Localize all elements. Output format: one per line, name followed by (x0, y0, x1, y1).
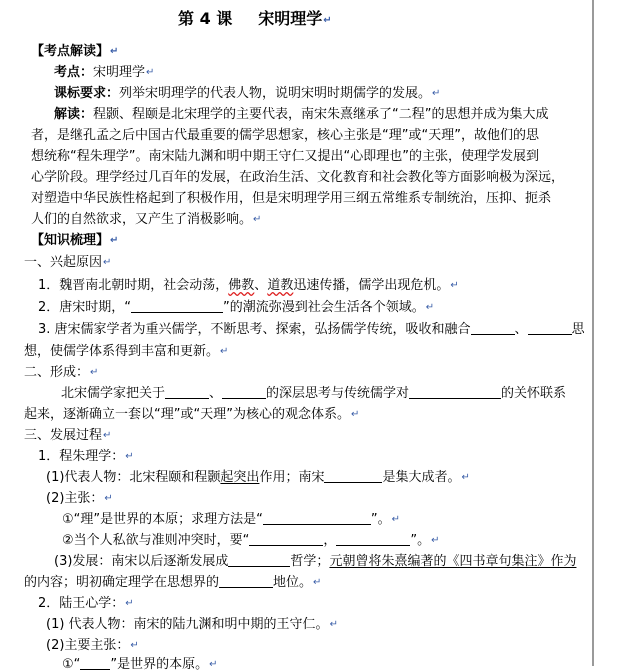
underlined-text: 起突出 (220, 470, 260, 485)
section-1-item-3-cont (24, 343, 228, 361)
answer-blank[interactable] (228, 553, 290, 567)
section-2-title-text: 二、形成： (24, 365, 90, 380)
item-text: (2)主要主张： (46, 638, 130, 653)
paragraph-mark-icon: ↵ (130, 640, 139, 651)
kaodian-read-line-6 (31, 211, 261, 229)
kaodian-read-line-3: 想统称“程朱理学”。南宋陆九渊和明中期王守仁又提出“心即理也”的主张，使理学发展到 (31, 149, 539, 164)
zhishi-heading (31, 232, 118, 250)
section-3-title-text: 三、发展过程 (24, 428, 103, 443)
zhishi-heading-text: 【知识梳理】 (31, 233, 110, 248)
item-text: ①“理”是世界的本原；求理方法是“ (62, 512, 263, 527)
item-text: ②当个人私欲与准则冲突时，要“ (62, 533, 250, 548)
answer-blank[interactable] (249, 532, 323, 546)
answer-blank[interactable] (131, 299, 223, 313)
spellcheck-word: 道教 (267, 278, 294, 293)
item-text: 2．唐宋时期，“ (38, 300, 132, 315)
subsection-2-title-text: 2．陆王心学： (38, 596, 125, 611)
item-text: 3. 唐宋儒家学者为重兴儒学，不断思考、探索，弘扬儒学传统，吸收和融合 (38, 322, 471, 337)
item-text: 作用；南宋 (259, 470, 325, 485)
section-3-title (24, 427, 111, 445)
section-1-item-1 (38, 277, 459, 295)
answer-blank[interactable] (263, 511, 371, 525)
requirement-text: 列举宋明理学的代表人物，说明宋明时期儒学的发展。 (119, 86, 432, 101)
point-text: 宋明理学 (93, 65, 146, 80)
paragraph-mark-icon: ↵ (431, 535, 440, 546)
answer-blank[interactable] (222, 385, 266, 399)
answer-blank[interactable] (471, 321, 515, 335)
paragraph-mark-icon: ↵ (103, 430, 112, 441)
paragraph-mark-icon: ↵ (125, 451, 134, 462)
kaodian-heading-text: 【考点解读】 (31, 44, 110, 59)
page-title (178, 8, 332, 32)
paragraph-mark-icon: ↵ (110, 46, 119, 57)
page-edge-bar (592, 0, 594, 666)
subsection-1-point-2a (62, 511, 400, 529)
item-text: (3)发展：南宋以后逐渐发展成 (54, 554, 229, 569)
section-1-title-text: 一、兴起原因 (24, 255, 103, 270)
kaodian-read-line-2: 者，是继孔孟之后中国古代最重要的儒学思想家，核心主张是“理”或“天理”，故他们的思 (31, 128, 539, 143)
requirement-label: 课标要求： (54, 86, 120, 101)
item-text: 思 (571, 322, 585, 337)
paragraph-mark-icon: ↵ (425, 302, 435, 313)
subsection-1-point-3 (54, 553, 576, 571)
paragraph-mark-icon: ↵ (125, 598, 134, 609)
item-text: 北宋儒学家把关于 (61, 386, 166, 401)
paragraph-mark-icon: ↵ (253, 214, 262, 225)
item-text: ， (323, 533, 337, 548)
item-text: 想，使儒学体系得到丰富和更新。 (24, 344, 220, 359)
answer-blank[interactable] (336, 532, 410, 546)
spellcheck-word: 佛教 (228, 278, 255, 293)
answer-blank[interactable] (409, 385, 501, 399)
kaodian-read-line-4: 心学阶段。理学经过几百年的发展，在政治生活、文化教育和社会教化等方面影响极为深远， (31, 170, 565, 185)
item-text: 是集大成者。 (382, 470, 461, 485)
answer-blank[interactable] (80, 656, 110, 670)
section-1-item-2 (38, 299, 434, 317)
paragraph-mark-icon: ↵ (220, 346, 229, 357)
paragraph-mark-icon: ↵ (461, 472, 470, 483)
answer-blank[interactable] (528, 321, 572, 335)
subsection-1-point-1 (46, 469, 470, 487)
paragraph-mark-icon: ↵ (313, 577, 322, 588)
section-1-title (24, 254, 111, 272)
item-text: ”。 (370, 512, 391, 527)
underlined-text: 元朝曾将朱熹编著的《四书章句集注》作为 (329, 554, 577, 569)
paragraph-mark-icon: ↵ (209, 659, 218, 670)
paragraph-mark-icon: ↵ (329, 619, 338, 630)
item-text: 迅速传播，儒学出现危机。 (293, 278, 450, 293)
subsection-1-point-2 (46, 490, 113, 508)
kaodian-heading (31, 43, 118, 61)
paragraph-mark-icon: ↵ (90, 367, 99, 378)
kaodian-read-line-5: 对塑造中华民族性格起到了积极作用，但是宋明理学用三纲五常维系专制统治，压抑、扼杀 (31, 191, 552, 206)
item-text: (1) 代表人物：南宋的陆九渊和明中期的王守仁。 (46, 617, 329, 632)
paragraph-mark-icon: ↵ (391, 514, 400, 525)
section-1-item-3 (38, 321, 585, 339)
paragraph-mark-icon: ↵ (146, 67, 155, 78)
point-label: 考点： (54, 65, 94, 80)
item-text: ”是世界的本原。 (110, 657, 209, 672)
subsection-2-point-2a (62, 656, 218, 672)
item-text: 起来，逐渐确立一套以“理”或“天理”为核心的观念体系。 (24, 407, 350, 422)
kaodian-read-line-1 (54, 106, 549, 124)
item-text: 的内容；明初确定理学在思想界的 (24, 575, 220, 590)
item-text: 哲学； (290, 554, 330, 569)
item-text: 1．魏晋南北朝时期，社会动荡， (38, 278, 229, 293)
paragraph-mark-icon: ↵ (450, 280, 459, 291)
lesson-name: 宋明理学 (258, 9, 323, 28)
subsection-2-title (38, 595, 134, 613)
item-text: 、 (209, 386, 223, 401)
section-2-line-1 (61, 385, 566, 403)
item-text: ①“ (62, 657, 81, 672)
answer-blank[interactable] (324, 469, 382, 483)
item-text: 、 (514, 322, 528, 337)
read-text: 人们的自然欲求，又产生了消极影响。 (31, 212, 253, 227)
section-2-title (24, 364, 98, 382)
paragraph-mark-icon: ↵ (104, 493, 113, 504)
subsection-1-point-2b (62, 532, 440, 550)
paragraph-mark-icon: ↵ (432, 88, 441, 99)
paragraph-mark-icon: ↵ (110, 235, 119, 246)
item-text: 的关怀联系 (501, 386, 567, 401)
answer-blank[interactable] (219, 574, 273, 588)
item-text: 的深层思考与传统儒学对 (266, 386, 410, 401)
section-2-line-2 (24, 406, 359, 424)
kaodian-requirement (54, 85, 440, 103)
paragraph-mark-icon: ↵ (350, 409, 360, 420)
item-text: (2)主张： (46, 491, 104, 506)
paragraph-mark-icon: ↵ (323, 15, 332, 26)
item-text: (1)代表人物：北宋程颐和程颢 (46, 470, 221, 485)
subsection-1-title-text: 1．程朱理学： (38, 449, 125, 464)
subsection-1-title (38, 448, 134, 466)
item-text: 、 (254, 278, 268, 293)
paragraph-mark-icon: ↵ (103, 257, 112, 268)
subsection-1-point-3-cont (24, 574, 321, 592)
kaodian-point (54, 64, 154, 82)
subsection-2-point-2 (46, 637, 139, 655)
read-label: 解读： (54, 107, 94, 122)
item-text: ”的潮流弥漫到社会生活各个领域。 (223, 300, 425, 315)
answer-blank[interactable] (165, 385, 209, 399)
read-text: 程颢、程颐是北宋理学的主要代表，南宋朱熹继承了“二程”的思想并成为集大成 (93, 107, 549, 122)
subsection-2-point-1 (46, 616, 338, 634)
item-text: ”。 (410, 533, 431, 548)
lesson-number: 第 4 课 (178, 9, 233, 28)
item-text: 地位。 (273, 575, 313, 590)
